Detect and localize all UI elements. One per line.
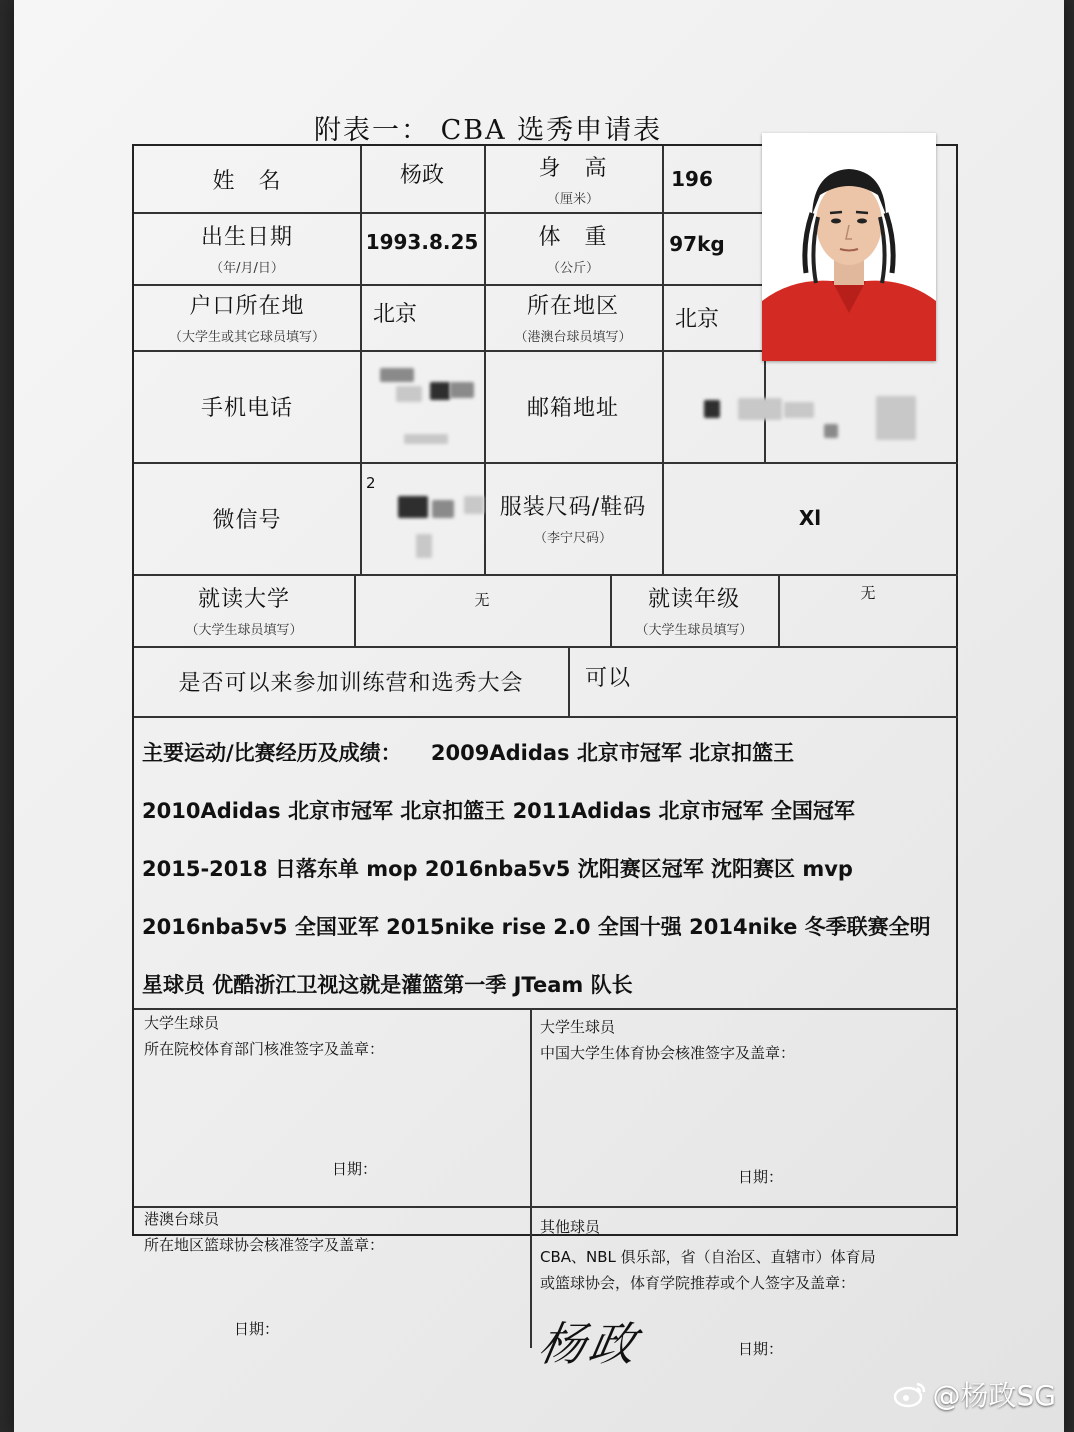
other-approval [540, 1214, 876, 1296]
grade-label: 就读年级 [647, 587, 740, 612]
region-sub: （港澳台球员填写） [514, 330, 632, 345]
wechat-partial: 2 [366, 474, 376, 492]
competition-history [142, 724, 942, 1014]
weight-value: 97kg [669, 232, 725, 256]
clothing-size-label: 服装尺码/鞋码 [499, 495, 647, 520]
history-line: 2009Adidas 北京市冠军 北京扣篮王 [430, 741, 795, 765]
univ-assoc-title: 大学生球员 [540, 1018, 616, 1036]
email-redaction [704, 400, 720, 418]
date-label: 日期： [738, 1168, 784, 1186]
other-title: 其他球员 [540, 1218, 601, 1236]
history-line: 星球员 优酷浙江卫视这就是灌篮第一季 JTeam 队长 [142, 973, 633, 997]
clothing-size-value: Xl [798, 506, 822, 530]
height-value: 196 [671, 167, 713, 191]
name-label: 姓 名 [212, 168, 282, 194]
hukou-sub: （大学生或其它球员填写） [168, 330, 325, 345]
history-line: 2015-2018 日落东单 mop 2016nba5v5 沈阳赛区冠军 沈阳赛区 mvp [142, 857, 853, 881]
weight-label: 体 重 [538, 225, 608, 250]
region-value: 北京 [674, 306, 719, 332]
name-value: 杨政 [399, 162, 444, 188]
hukou-value: 北京 [372, 301, 417, 327]
history-line: 2010Adidas 北京市冠军 北京扣篮王 2011Adidas 北京市冠军 全国冠军 [142, 799, 855, 823]
date-label: 日期： [332, 1160, 378, 1178]
univ-school-text: 所在院校体育部门核准签字及盖章： [144, 1040, 385, 1058]
height-unit: （厘米） [546, 192, 599, 207]
birth-date-label: 出生日期 [200, 225, 293, 250]
birth-date-sub: （年/月/日） [210, 261, 284, 276]
univ-school-approval [144, 1010, 384, 1062]
history-heading: 主要运动/比赛经历及成绩： [142, 741, 402, 765]
hkmt-text: 所在地区篮球协会核准签字及盖章： [144, 1236, 385, 1254]
history-line: 2016nba5v5 全国亚军 2015nike rise 2.0 全国十强 2014nike 冬季联赛全明 [142, 915, 931, 939]
hkmt-title: 港澳台球员 [144, 1210, 220, 1228]
date-label: 日期： [234, 1320, 280, 1338]
camp-question: 是否可以来参加训练营和选秀大会 [178, 670, 524, 696]
weight-unit: （公斤） [546, 261, 599, 276]
university-value: 无 [474, 590, 490, 609]
form-title: 附表一： CBA 选秀申请表 [314, 115, 663, 146]
player-photo [762, 133, 936, 361]
camp-answer: 可以 [584, 665, 631, 691]
univ-school-title: 大学生球员 [144, 1014, 220, 1032]
university-label: 就读大学 [197, 587, 290, 612]
hukou-label: 户口所在地 [189, 294, 305, 319]
hkmt-approval [144, 1206, 384, 1258]
clothing-size-sub: （李宁尺码） [533, 531, 612, 546]
wechat-label: 微信号 [212, 507, 282, 533]
grade-sub: （大学生球员填写） [635, 623, 753, 638]
weibo-watermark [893, 1374, 1056, 1414]
univ-assoc-text: 中国大学生体育协会核准签字及盖章： [540, 1044, 796, 1062]
weibo-icon [893, 1380, 927, 1408]
date-label: 日期： [738, 1340, 784, 1358]
phone-redaction [380, 368, 414, 382]
other-text-2: 或篮球协会，体育学院推荐或个人签字及盖章： [540, 1274, 856, 1292]
form-paper [14, 0, 1064, 1432]
watermark-text: @杨政SG [932, 1379, 1056, 1412]
wechat-redaction [398, 496, 428, 518]
grade-value: 无 [860, 583, 876, 602]
other-text-1: CBA、NBL 俱乐部，省（自治区、直辖市）体育局 [540, 1248, 876, 1266]
region-label: 所在地区 [526, 294, 619, 319]
univ-assoc-approval [540, 1014, 795, 1066]
email-label: 邮箱地址 [526, 395, 619, 421]
height-label: 身 高 [538, 156, 608, 181]
phone-label: 手机电话 [200, 395, 293, 421]
birth-date-value: 1993.8.25 [365, 230, 479, 254]
handwritten-signature: 杨政 [534, 1317, 645, 1371]
university-sub: （大学生球员填写） [185, 623, 303, 638]
